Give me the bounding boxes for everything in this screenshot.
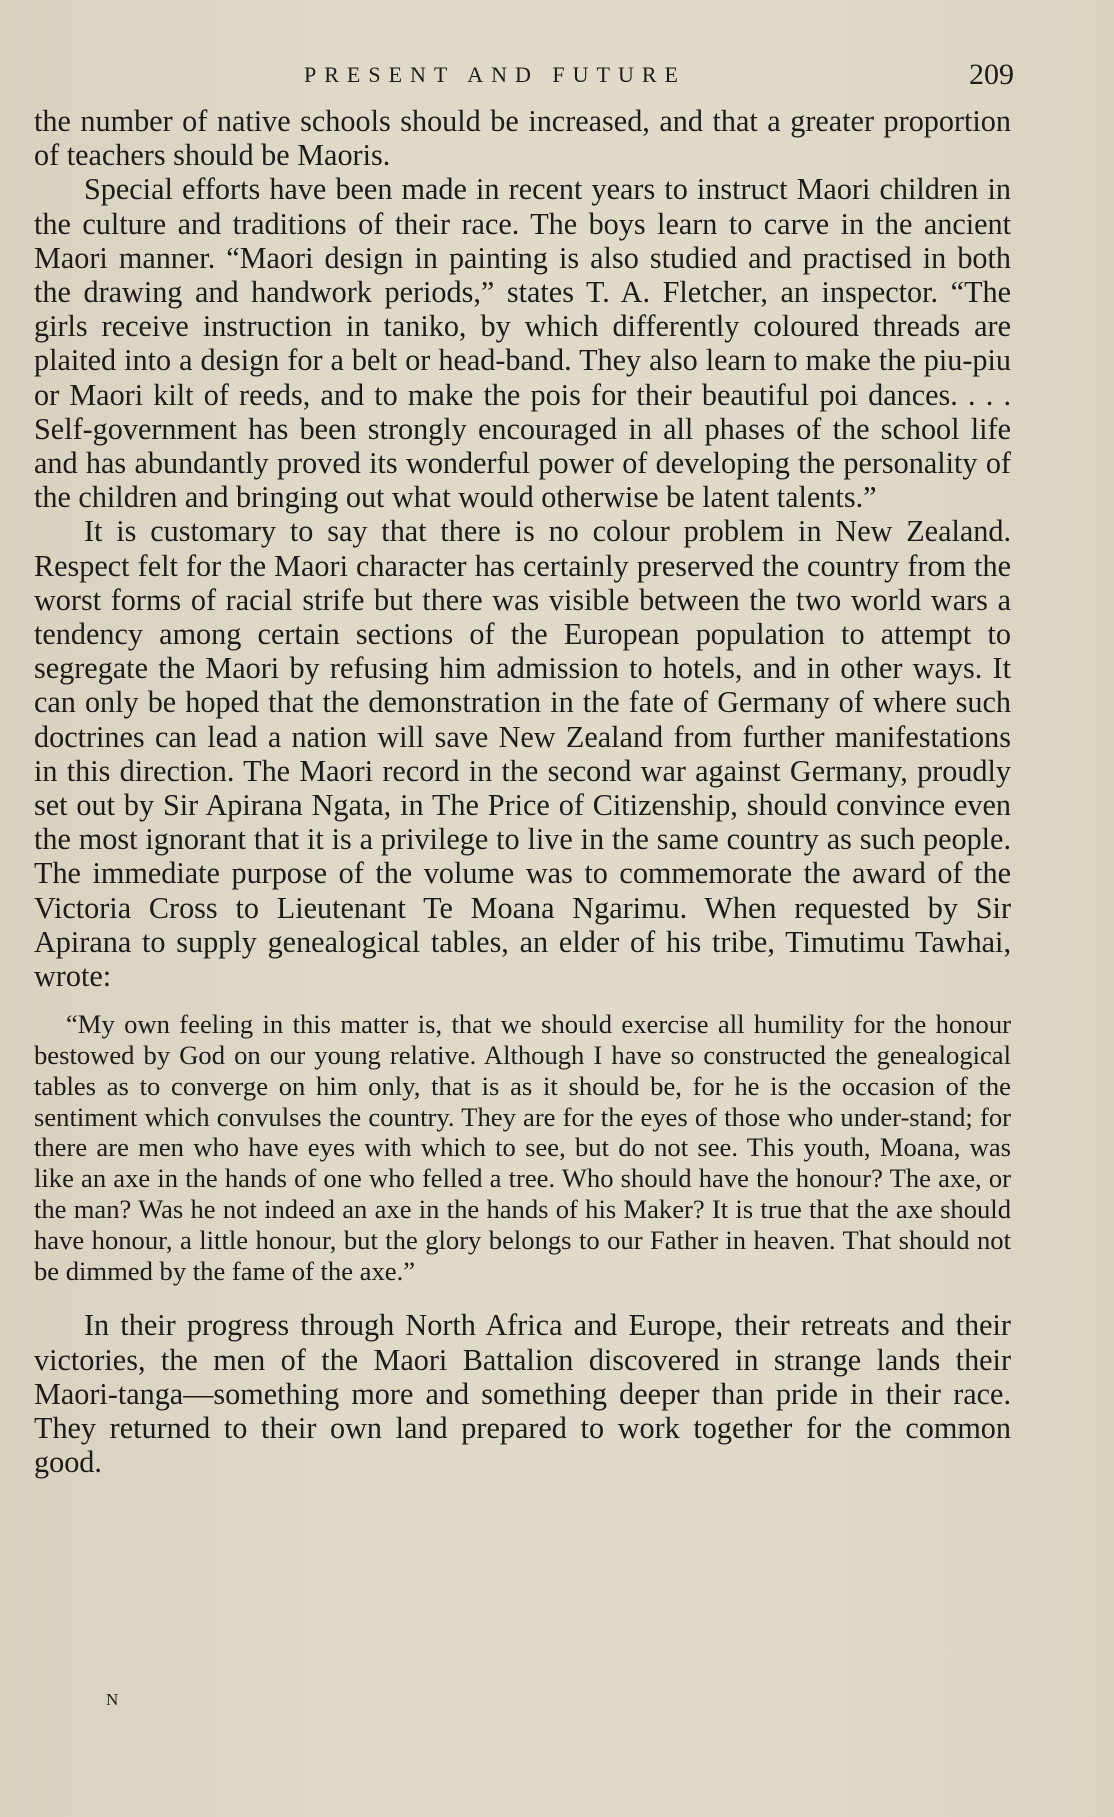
page-body (34, 104, 1011, 1479)
paragraph-maori-culture: Special efforts have been made in recent years to instruct Maori children in the culture and traditions of their race. The boys learn to carve in the ancient Maori manner. “Maori design in painting is also studied and practised in both the drawing and handwork periods,” states T. A. Fletcher, an inspector. “The girls receive instruction in taniko, by which differently coloured threads are plaited into a design for a belt or head-band. They also learn to make the piu-piu or Maori kilt of reeds, and to make the pois for their beautiful poi dances. . . . Self-government has been strongly encouraged in all phases of the school life and has abundantly proved its wonderful power of developing the personality of the children and bringing out what would otherwise be latent talents.” (34, 172, 1011, 515)
block-quote: “My own feeling in this matter is, that we should exercise all humility for the honour bestowed by God on our young relative. Although I have so constructed the genealogical tables as to converge on him only, that is as it should be, for he is the occasion of the sentiment which convulses the country. They are for the eyes of those who under-stand; for there are men who have eyes with which to see, but do not see. This youth, Moana, was like an axe in the hands of one who felled a tree. Who should have the honour? The axe, or the man? Was he not indeed an axe in the hands of his Maker? It is true that the axe should have honour, a little honour, but the glory belongs to our Father in heaven. That should not be dimmed by the fame of the axe.” (34, 1009, 1011, 1286)
paragraph-continuation: the number of native schools should be increased, and that a greater proportion of teachers should be Maoris. (34, 104, 1011, 173)
signature-mark: N (106, 1690, 120, 1709)
paragraph-maori-battalion: In their progress through North Africa and Europe, their retreats and their victories, the men of the Maori Battalion discovered in strange lands their Maori-tanga—something more and something deeper than pride in their race. They returned to their own land prepared to work together for the common good. (34, 1308, 1011, 1480)
page-number: 209 (969, 58, 1014, 91)
page-header (34, 58, 1014, 98)
paragraph-colour-problem: It is customary to say that there is no colour problem in New Zealand. Respect felt for the Maori character has certainly preserved the country from the worst forms of racial strife but there was visible between the two world wars a tendency among certain sections of the European population to attempt to segregate the Maori by refusing him admission to hotels, and in other ways. It can only be hoped that the demonstration in the fate of Germany of where such doctrines can lead a nation will save New Zealand from further manifestations in this direction. The Maori record in the second war against Germany, proudly set out by Sir Apirana Ngata, in The Price of Citizenship, should convince even the most ignorant that it is a privilege to live in the same country as such people. The immediate purpose of the volume was to commemorate the award of the Victoria Cross to Lieutenant Te Moana Ngarimu. When requested by Sir Apirana to supply genealogical tables, an elder of his tribe, Timutimu Tawhai, wrote: (34, 514, 1011, 994)
running-head: PRESENT AND FUTURE (304, 62, 686, 87)
